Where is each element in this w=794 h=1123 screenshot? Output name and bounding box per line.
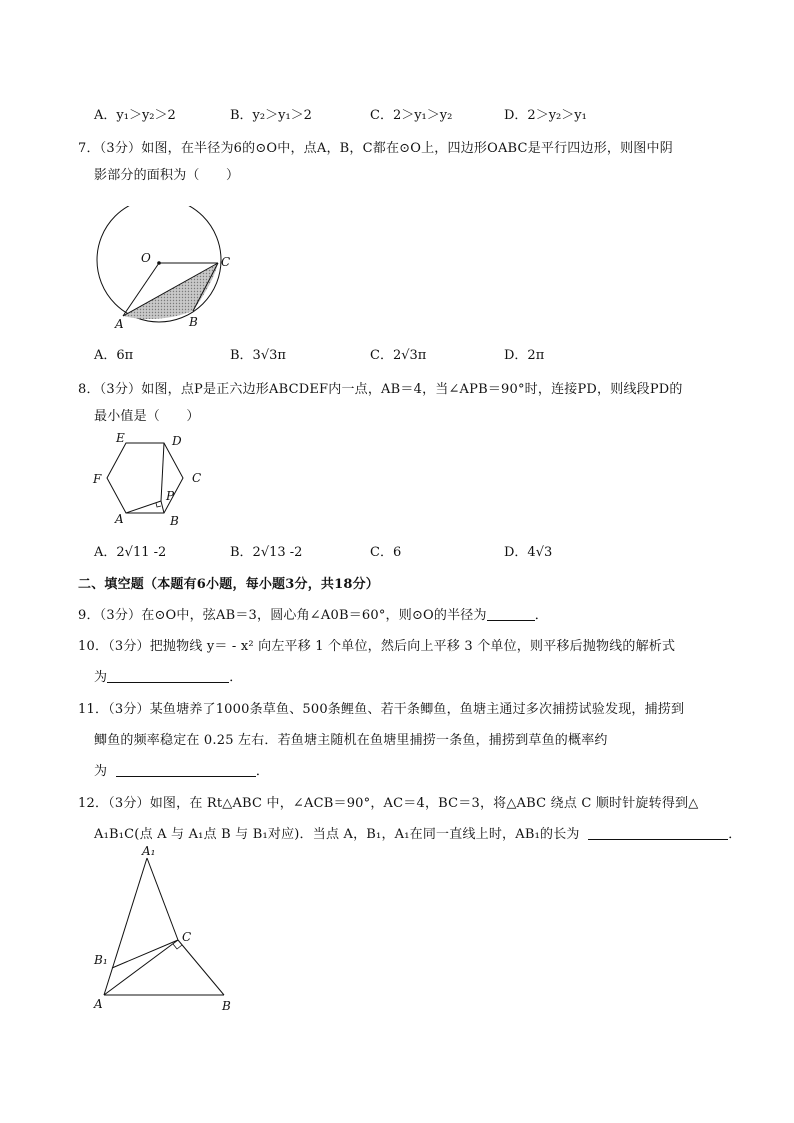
q8-label-f: F <box>93 472 102 486</box>
q8-hexagon-figure <box>88 432 218 532</box>
q8-option-a: A．2√11 -2 <box>94 545 167 560</box>
q8-right-angle-mark <box>156 503 161 507</box>
q7-label-o: O <box>141 251 151 265</box>
q12-right-angle-mark <box>173 944 182 949</box>
q6-option-b: B．y₂＞y₁＞2 <box>230 108 312 123</box>
q7-option-b: B．3√3π <box>230 348 286 363</box>
q6-option-d: D．2＞y₂＞y₁ <box>504 108 587 123</box>
q12-label-b: B <box>222 999 231 1013</box>
q9-answer-blank[interactable] <box>487 608 535 621</box>
q10-line2-text: 为 <box>94 670 108 685</box>
q12-segment-a-c <box>104 940 178 995</box>
q12-label-a: A <box>94 997 103 1011</box>
q7-stem-line1: 7．（3分）如图，在半径为6的⊙O中，点A，B，C都在⊙O上，四边形OABC是平行四边形，则图中阴 <box>78 141 673 156</box>
q11-stem-line1: 11．（3分）某鱼塘养了1000条草鱼、500条鲤鱼、若干条鲫鱼，鱼塘主通过多次捕捞试验发现，捕捞到 <box>78 702 685 717</box>
q8-label-c: C <box>192 471 202 485</box>
q8-option-c: C．6 <box>370 545 402 560</box>
q11-end: ． <box>255 764 270 779</box>
q12-segment-b1-c <box>112 940 178 968</box>
q11-line3-text: 为 <box>94 764 108 779</box>
q8-option-b: B．2√13 -2 <box>230 545 303 560</box>
q8-label-a: A <box>115 512 124 526</box>
q8-segment-ap <box>126 501 161 513</box>
q7-option-c: C．2√3π <box>370 348 427 363</box>
q8-label-d: D <box>172 434 182 448</box>
q8-label-e: E <box>116 432 125 445</box>
q6-option-c: C．2＞y₁＞y₂ <box>370 108 453 123</box>
q12-label-a1: A₁ <box>142 844 156 858</box>
q12-segment-a-a1 <box>104 858 147 995</box>
q7-option-a: A．6π <box>94 348 134 363</box>
q8-option-d: D．4√3 <box>504 545 553 560</box>
q9-end: ． <box>534 608 548 623</box>
q8-segment-bp <box>161 501 164 513</box>
q6-option-a: A．y₁＞y₂＞2 <box>94 108 176 123</box>
q12-segment-b-c <box>178 940 224 995</box>
q12-end: ． <box>728 827 742 842</box>
q8-segment-pd <box>161 443 164 501</box>
q9-stem <box>78 604 548 623</box>
q8-stem-line2: 最小值是（ ） <box>94 409 200 424</box>
q10-stem-line1: 10．（3分）把抛物线 y＝ - x² 向左平移 1 个单位，然后向上平移 3 个单位，则平移后抛物线的解析式 <box>78 639 676 654</box>
q12-label-c: C <box>182 930 192 944</box>
q7-stem-line2: 影部分的面积为（ ） <box>94 168 240 183</box>
q11-stem-line2: 鲫鱼的频率稳定在 0.25 左右．若鱼塘主随机在鱼塘里捕捞一条鱼，捕捞到草鱼的概率约 <box>94 733 608 748</box>
q8-label-b: B <box>170 514 179 528</box>
q11-stem-line3 <box>94 760 269 779</box>
q7-option-d: D．2π <box>504 348 545 363</box>
q8-stem-line1: 8．（3分）如图，点P是正六边形ABCDEF内一点，AB＝4，当∠APB＝90°时，连接PD，则线段PD的 <box>78 382 683 397</box>
section-2-heading: 二、填空题（本题有6小题，每小题3分，共18分） <box>78 577 379 592</box>
q7-point-o <box>157 261 161 265</box>
q12-stem-line1: 12．（3分）如图，在 Rt△ABC 中，∠ACB＝90°，AC＝4，BC＝3，将△ABC 绕点 C 顺时针旋转得到△ <box>78 796 699 811</box>
q10-answer-blank[interactable] <box>107 670 229 683</box>
q9-text: 9．（3分）在⊙O中，弦AB＝3，圆心角∠A0B＝60°，则⊙O的半径为 <box>78 608 487 623</box>
q7-label-c: C <box>221 255 231 269</box>
q12-label-b1: B₁ <box>94 953 108 967</box>
q12-line2-text: A₁B₁C(点 A 与 A₁点 B 与 B₁对应)．当点 A，B₁，A₁在同一直线上时，AB₁的长为 <box>94 827 580 842</box>
q7-circle-figure <box>88 206 248 336</box>
q10-stem-line2 <box>94 666 242 685</box>
q12-segment-a1-c <box>147 858 178 940</box>
q12-triangle-figure <box>88 840 248 1018</box>
q11-answer-blank[interactable] <box>116 764 256 777</box>
q10-end: ． <box>229 670 243 685</box>
q8-label-p: P <box>166 489 175 503</box>
q12-answer-blank[interactable] <box>588 827 728 840</box>
q7-label-b: B <box>189 315 198 329</box>
q7-label-a: A <box>115 317 124 331</box>
